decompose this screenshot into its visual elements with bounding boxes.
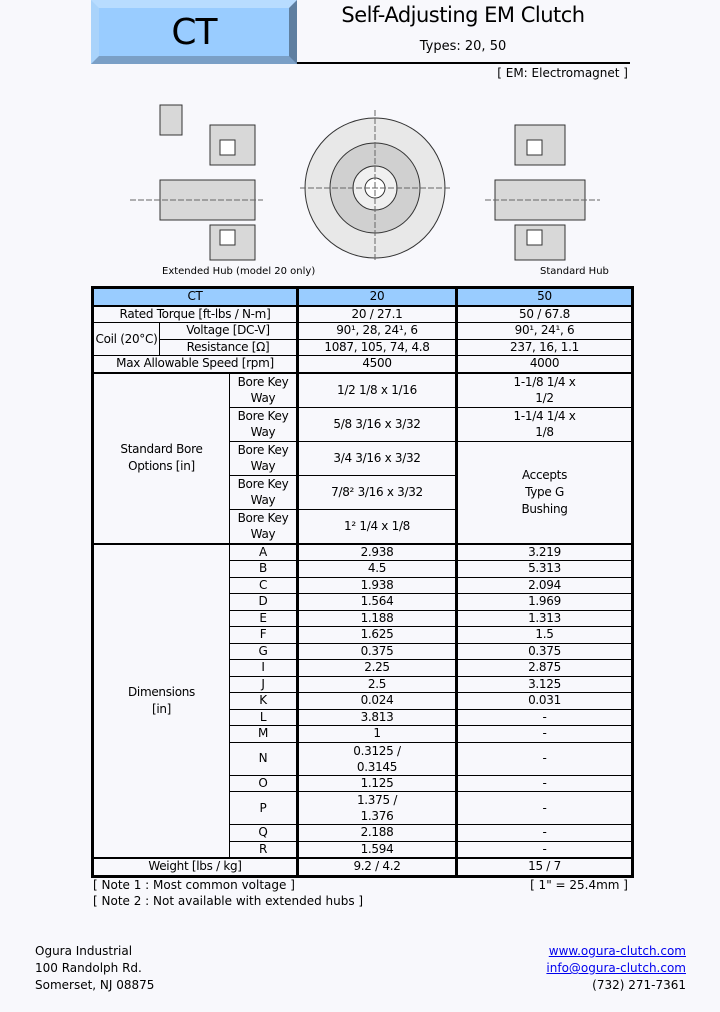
dimension-value-50: 1.5 bbox=[457, 627, 633, 644]
bore-value-20: 1² 1/4 x 1/8 bbox=[298, 509, 457, 544]
header-ct: CT bbox=[93, 288, 298, 306]
note-1: [ Note 1 : Most common voltage ] bbox=[93, 878, 295, 892]
dimension-value-50: 2.094 bbox=[457, 577, 633, 594]
dimension-value-20: 1.375 / 1.376 bbox=[298, 792, 457, 825]
standard-hub-drawing bbox=[485, 85, 600, 265]
dimension-value-50: 1.313 bbox=[457, 610, 633, 627]
dimension-value-20: 0.375 bbox=[298, 643, 457, 660]
dimension-key: O bbox=[230, 775, 298, 792]
dimension-key: K bbox=[230, 693, 298, 710]
bore-options-label: Standard Bore Options [in] bbox=[93, 373, 230, 544]
speed-label: Max Allowable Speed [rpm] bbox=[93, 356, 298, 373]
dimension-row bbox=[93, 544, 633, 561]
bore-value-20: 7/8² 3/16 x 3/32 bbox=[298, 475, 457, 509]
speed-50: 4000 bbox=[457, 356, 633, 373]
coil-label: Coil (20°C) bbox=[93, 323, 160, 356]
header-50: 50 bbox=[457, 288, 633, 306]
dimension-value-20: 1.564 bbox=[298, 594, 457, 611]
company-city: Somerset, NJ 08875 bbox=[35, 978, 155, 992]
voltage-20: 90¹, 28, 24¹, 6 bbox=[298, 323, 457, 340]
dimension-value-20: 1.125 bbox=[298, 775, 457, 792]
weight-20: 9.2 / 4.2 bbox=[298, 858, 457, 876]
voltage-50: 90¹, 24¹, 6 bbox=[457, 323, 633, 340]
em-note: [ EM: Electromagnet ] bbox=[497, 66, 628, 80]
torque-50: 50 / 67.8 bbox=[457, 306, 633, 323]
dimension-value-20: 3.813 bbox=[298, 709, 457, 726]
dimensions-label: Dimensions [in] bbox=[93, 544, 230, 859]
dimension-value-20: 2.938 bbox=[298, 544, 457, 561]
dimension-key: A bbox=[230, 544, 298, 561]
company-name: Ogura Industrial bbox=[35, 944, 133, 958]
torque-label: Rated Torque [ft-lbs / N-m] bbox=[93, 306, 298, 323]
bore-value-20: 5/8 3/16 x 3/32 bbox=[298, 407, 457, 441]
dimension-value-20: 0.024 bbox=[298, 693, 457, 710]
dimension-key: Q bbox=[230, 825, 298, 842]
dimension-key: L bbox=[230, 709, 298, 726]
dimension-key: C bbox=[230, 577, 298, 594]
dimension-key: F bbox=[230, 627, 298, 644]
table-header-row bbox=[93, 288, 633, 306]
bushing-note: Accepts Type G Bushing bbox=[457, 441, 633, 544]
phone-number: (732) 271-7361 bbox=[592, 978, 686, 992]
table-row bbox=[93, 356, 633, 373]
dimension-value-50: 3.219 bbox=[457, 544, 633, 561]
dimension-value-50: 2.875 bbox=[457, 660, 633, 677]
dimension-value-20: 1.594 bbox=[298, 841, 457, 858]
resistance-20: 1087, 105, 74, 4.8 bbox=[298, 339, 457, 356]
email-link[interactable]: info@ogura-clutch.com bbox=[546, 961, 686, 975]
dimension-key: I bbox=[230, 660, 298, 677]
dimension-key: D bbox=[230, 594, 298, 611]
dimension-key: P bbox=[230, 792, 298, 825]
company-street: 100 Randolph Rd. bbox=[35, 961, 142, 975]
dimension-value-20: 2.188 bbox=[298, 825, 457, 842]
dimension-value-20: 1.188 bbox=[298, 610, 457, 627]
website-link[interactable]: www.ogura-clutch.com bbox=[548, 944, 686, 958]
dimension-value-20: 2.5 bbox=[298, 676, 457, 693]
dimension-value-50: - bbox=[457, 841, 633, 858]
torque-20: 20 / 27.1 bbox=[298, 306, 457, 323]
dimension-value-50: - bbox=[457, 825, 633, 842]
standard-hub-caption: Standard Hub bbox=[540, 266, 609, 277]
dimension-value-50: - bbox=[457, 709, 633, 726]
note-2: [ Note 2 : Not available with extended hubs ] bbox=[93, 894, 364, 908]
dimension-value-20: 0.3125 / 0.3145 bbox=[298, 742, 457, 775]
bore-row bbox=[93, 373, 633, 408]
dimension-value-50: - bbox=[457, 775, 633, 792]
table-row bbox=[93, 323, 633, 340]
resistance-label: Resistance [Ω] bbox=[160, 339, 298, 356]
dimension-key: R bbox=[230, 841, 298, 858]
table-row bbox=[93, 339, 633, 356]
dimension-value-50: 3.125 bbox=[457, 676, 633, 693]
dimension-key: E bbox=[230, 610, 298, 627]
dimension-value-20: 4.5 bbox=[298, 561, 457, 578]
header-20: 20 bbox=[298, 288, 457, 306]
voltage-label: Voltage [DC-V] bbox=[160, 323, 298, 340]
weight-50: 15 / 7 bbox=[457, 858, 633, 876]
speed-20: 4500 bbox=[298, 356, 457, 373]
bore-keyway-label: Bore Key Way bbox=[230, 441, 298, 475]
weight-label: Weight [lbs / kg] bbox=[93, 858, 298, 876]
bore-value-20: 3/4 3/16 x 3/32 bbox=[298, 441, 457, 475]
bore-keyway-label: Bore Key Way bbox=[230, 475, 298, 509]
dimension-key: J bbox=[230, 676, 298, 693]
page-title: Self-Adjusting EM Clutch bbox=[341, 3, 585, 27]
unit-conversion: [ 1" = 25.4mm ] bbox=[530, 878, 628, 892]
dimension-value-50: - bbox=[457, 792, 633, 825]
bore-keyway-label: Bore Key Way bbox=[230, 373, 298, 408]
dimension-value-20: 1.938 bbox=[298, 577, 457, 594]
dimension-key: G bbox=[230, 643, 298, 660]
dimension-value-50: - bbox=[457, 726, 633, 743]
dimension-value-50: - bbox=[457, 742, 633, 775]
bore-value-50: 1-1/8 1/4 x 1/2 bbox=[457, 373, 633, 408]
dimension-key: M bbox=[230, 726, 298, 743]
dimension-value-20: 1 bbox=[298, 726, 457, 743]
dimension-value-50: 0.375 bbox=[457, 643, 633, 660]
bore-value-20: 1/2 1/8 x 1/16 bbox=[298, 373, 457, 408]
dimension-value-20: 1.625 bbox=[298, 627, 457, 644]
title-rule bbox=[297, 62, 630, 64]
dimension-key: N bbox=[230, 742, 298, 775]
dimension-value-50: 0.031 bbox=[457, 693, 633, 710]
product-badge: CT bbox=[91, 0, 297, 64]
bore-keyway-label: Bore Key Way bbox=[230, 407, 298, 441]
types-subtitle: Types: 20, 50 bbox=[419, 39, 507, 54]
table-row bbox=[93, 306, 633, 323]
dimension-key: B bbox=[230, 561, 298, 578]
dimension-value-50: 5.313 bbox=[457, 561, 633, 578]
resistance-50: 237, 16, 1.1 bbox=[457, 339, 633, 356]
spec-table bbox=[91, 286, 634, 878]
bore-value-50: 1-1/4 1/4 x 1/8 bbox=[457, 407, 633, 441]
dimension-value-50: 1.969 bbox=[457, 594, 633, 611]
weight-row bbox=[93, 858, 633, 876]
extended-hub-caption: Extended Hub (model 20 only) bbox=[162, 266, 316, 277]
bore-keyway-label: Bore Key Way bbox=[230, 509, 298, 544]
extended-hub-drawing bbox=[125, 85, 265, 265]
front-view-drawing bbox=[300, 100, 450, 260]
dimension-value-20: 2.25 bbox=[298, 660, 457, 677]
